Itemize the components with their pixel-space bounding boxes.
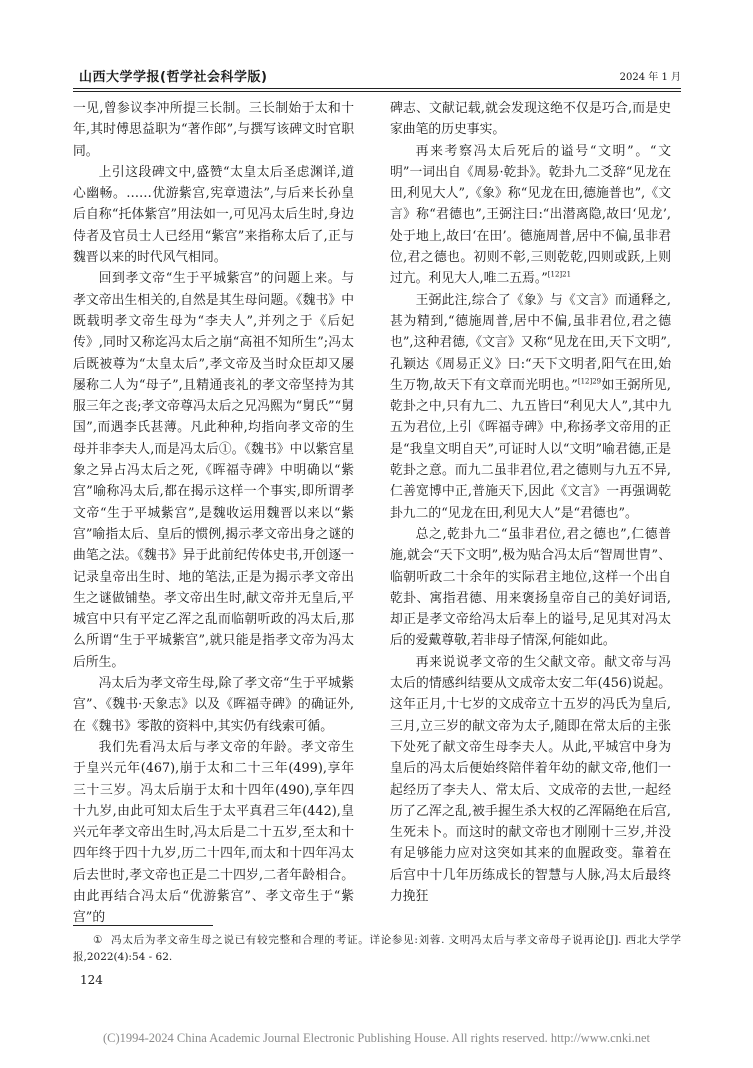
paragraph: 再来说说孝文帝的生父献文帝。献文帝与冯太后的情感纠结要从文成帝太安二年(456)说起。这年正月,十七岁的文成帝立十五岁的冯氏为皇后,三月,立三岁的献文帝为太子,随即在常太后的主张下处死了献文帝生母李夫人。从此,平城宫中身为皇后的冯太后便始终陪伴着年幼的献文帝,他们一起经历了李夫人、常太后、文成帝的去世,一起经历了乙浑之乱,被手握生杀大权的乙浑隔绝在后宫,生死未卜。而这时的献文帝也才刚刚十三岁,并没有足够能力应对这突如其来的血腥政变。靠着在后宫中十几年历练成长的智慧与人脉,冯太后最终力挽狂 [390,654,671,904]
footnote-rule [73,925,213,926]
page-number: 124 [80,973,103,987]
paragraph-text: 王弼此注,综合了《象》与《文言》而通释之,甚为精到,“德施周普,居中不偏,虽非君位,君之德也”,这种君德,《文言》又称“见龙在田,天下文明”,孔颖达《周易正义》曰:“天下文明者,阳气在田,始生万物,故天下有文章而光明也。” [390,292,671,393]
paragraph: 上引这段碑文中,盛赞“太皇太后圣虑渊详,道心幽畅。……优游紫宫,宪章遗法”,与后来长孙皇后自称“托体紫宫”用法如一,可见冯太后生时,身边侍者及官员士人已经用“紫宫”来指称太后了,正与魏晋以来的时代风气相同。 [73,164,354,266]
paragraph [390,290,671,524]
paragraph: 一见,曾参议李冲所提三长制。三长制始于太和十年,其时傅思益职为“著作郎”,与撰写该碑文时官职同。 [73,101,354,159]
journal-title: 山西大学学报(哲学社会科学版) [79,70,268,85]
copyright-notice: (C)1994-2024 China Academic Journal Electronic Publishing House. All rights reserved. http://www.cnki.net [102,1031,650,1045]
paragraph: 冯太后为孝文帝生母,除了孝文帝“生于平城紫宫”、《魏书·天象志》以及《晖福寺碑》的确证外,在《魏书》零散的资料中,其实仍有线索可循。 [73,676,354,734]
left-column [73,98,354,929]
paragraph: 碑志、文献记载,就会发现这绝不仅是巧合,而是史家曲笔的历史事实。 [390,101,671,138]
issue-date: 2024 年 1 月 [619,72,681,83]
paragraph: 我们先看冯太后与孝文帝的年龄。孝文帝生于皇兴元年(467),崩于太和二十三年(499),享年三十三岁。冯太后崩于太和十四年(490),享年四十九岁,由此可知太后生于太平真君三年(442),皇兴元年孝文帝出生时,冯太后是二十五岁,至太和十四年终于四十九岁,历二十四年,而太和十四年冯太后去世时,孝文帝也正是二十四岁,二者年龄相合。由此再结合冯太后“优游紫宫”、孝文帝生于“紫宫”的 [73,739,354,926]
footnote-mark: ① [93,934,104,946]
paragraph [390,141,671,290]
footnote-text: 冯太后为孝文帝生母之说已有较完整和合理的考证。详论参见:刘蓉. 文明冯太后与孝文帝母子说再论[J]. 西北大学学报,2022(4):54 - 62. [73,934,681,963]
paragraph-text: 再来考察冯太后死后的谥号“文明”。“文明”一词出自《周易·乾卦》。乾卦九二爻辞“见龙在田,利见大人”,《象》称“见龙在田,德施普也”,《文言》称“君德也”,王弼注曰:“出潜离隐,故曰‘见龙’,处于地上,故曰‘在田’。德施周普,居中不偏,虽非君位,君之德也。初则不彰,三则乾乾,四则或跃,上则过亢。利见大人,唯二五焉。” [390,143,671,287]
citation-marker: [12]21 [547,271,572,280]
citation-marker: [12]29 [577,377,602,386]
running-header [73,66,681,86]
paragraph: 回到孝文帝“生于平城紫宫”的问题上来。与孝文帝出生相关的,自然是其生母问题。《魏书》中既载明孝文帝生母为“李夫人”,并列之于《后妃传》,同时又称迄冯太后之崩“高祖不知所生”;冯太后既被尊为“太皇太后”,孝文帝及当时众臣却又屡屡称二人为“母子”,且精通丧礼的孝文帝坚持为其服三年之丧;孝文帝尊冯太后之兄冯熙为“舅氏”“舅国”,而遇李氏甚薄。凡此种种,均指向孝文帝的生母并非李夫人,而是冯太后①。《魏书》中以紫宫星象之异占冯太后之死,《晖福寺碑》中明确以“紫宫”喻称冯太后,都在揭示这样一个事实,即所谓孝文帝“生于平城紫宫”,是魏收运用魏晋以来以“紫宫”喻指太后、皇后的惯例,揭示孝文帝出身之谜的曲笔之法。《魏书》异于此前纪传体史书,开创逐一记录皇帝出生时、地的笔法,正是为揭示孝文帝出生之谜做铺垫。孝文帝出生时,献文帝并无皇后,平城宫中只有平定乙浑之乱而临朝听政的冯太后,那么所谓“生于平城紫宫”,就只能是指孝文帝为冯太后所生。 [73,271,354,670]
header-rule [73,88,681,89]
right-column [390,98,671,907]
paragraph-text: 如王弼所见,乾卦之中,只有九二、九五皆曰“利见大人”,其中九五为君位,上引《晖福寺碑》中,称扬孝文帝用的正是“我皇文明自天”,可证时人以“文明”喻君德,正是乾卦之意。而九二虽非君位,君之德则与九五不异,仁善宽博中正,普施天下,因此《文言》一再强调乾卦九二的“见龙在田,利见大人”是“君德也”。 [390,377,671,521]
paragraph: 总之,乾卦九二“虽非君位,君之德也”,仁德普施,就会“天下文明”,极为贴合冯太后“智周世胄”、临朝听政二十余年的实际君主地位,这样一个出自乾卦、寓指君德、用来褒扬皇帝自己的美好词语,却正是孝文帝给冯太后奉上的谥号,足见其对冯太后的爱戴尊敬,若非母子情深,何能如此。 [390,526,671,649]
footnote [73,932,681,966]
header-rule-thin [73,91,681,92]
